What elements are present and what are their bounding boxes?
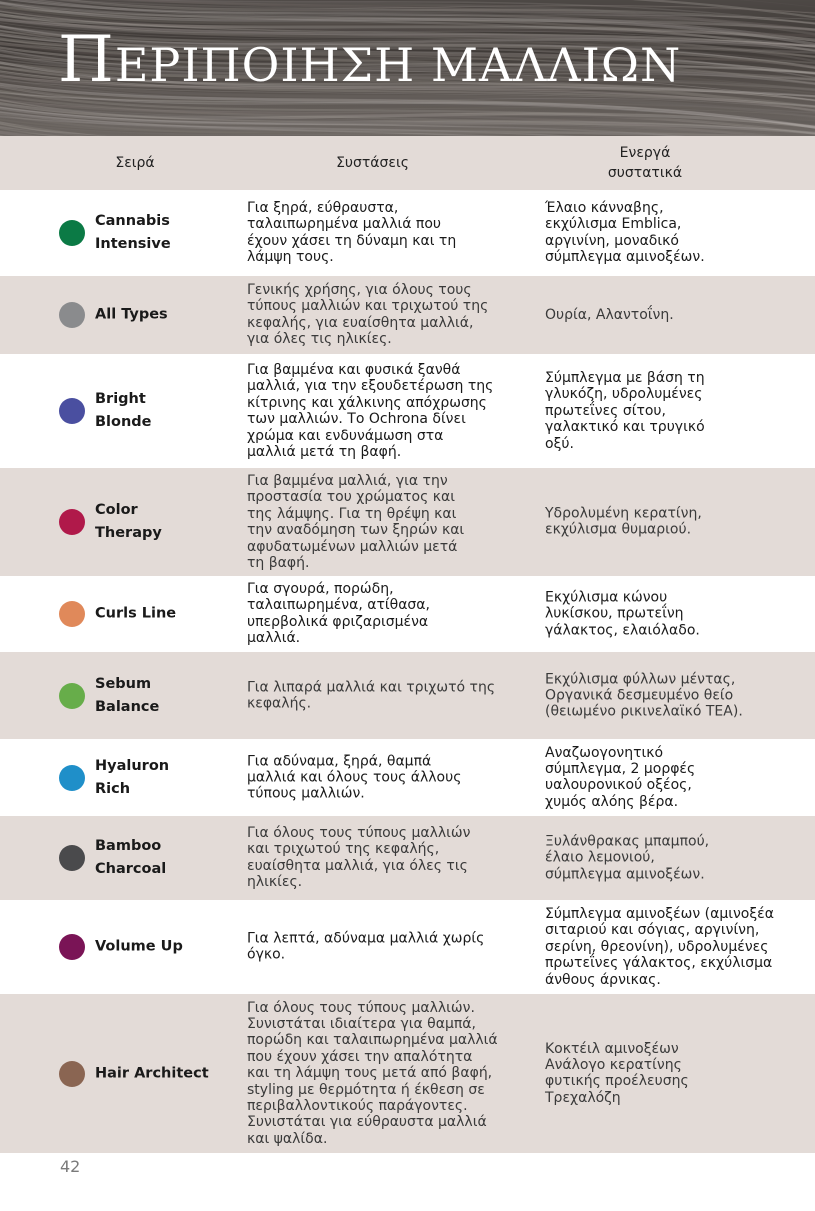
- title-initial: Π: [58, 23, 115, 97]
- product-table: [0, 190, 815, 1153]
- recommendation-text: Γενικής χρήσης, για όλους τους τύπους μαλλιών και τριχωτού της κεφαλής, για ευαίσθητα μαλλιά, για όλες τις ηλικίες.: [247, 282, 489, 348]
- series-name: Volume Up: [95, 938, 183, 955]
- table-row: [0, 276, 815, 354]
- series-name: Bamboo Charcoal: [95, 838, 167, 877]
- table-row: [0, 652, 815, 739]
- recommendation-text: Για όλους τους τύπους μαλλιών. Συνιστάται ιδιαίτερα για θαμπά, πορώδη και ταλαιπωρημένα μαλλιά που έχουν χάσει την απαλότητα και τη λάμψη τους μετά από βαφή, styling με θερμότητα ή έκθεση σε περιβαλλοντικούς παράγοντες. Συνιστάται για εύθραυστα μαλλιά και ψαλίδα.: [247, 999, 498, 1147]
- recommendation-text: Για όλους τους τύπους μαλλιών και τριχωτού της κεφαλής, ευαίσθητα μαλλιά, για όλες τις ηλικίες.: [247, 825, 471, 891]
- series-name: All Types: [95, 306, 168, 323]
- ingredients-text: Αναζωογονητικό σύμπλεγμα, 2 μορφές υαλουρονικού οξέος, χυμός αλόης βέρα.: [545, 744, 696, 810]
- series-name: Bright Blonde: [95, 391, 152, 430]
- header-series: Σειρά: [115, 155, 155, 171]
- series-name: Sebum Balance: [95, 675, 160, 715]
- header-active-ingredients: Ενεργά συστατικά: [607, 145, 683, 181]
- recommendation-text: Για βαμμένα και φυσικά ξανθά μαλλιά, για την εξουδετέρωση της κίτρινης και χάλκινης απόχρωσης των μαλλιών. Το Ochrona δίνει χρώμα και ενδυνάμωση στα μαλλιά μετά τη βαφή.: [247, 361, 494, 460]
- ingredients-text: Σύμπλεγμα αμινοξέων (αμινοξέα σιταριού και σόγιας, αργινίνη, σερίνη, θρεονίνη), υδρολυμένες πρωτεΐνες γάλακτος, εκχύλισμα άνθους άρνικας.: [545, 905, 774, 988]
- ingredients-text: Εκχύλισμα κώνου λυκίσκου, πρωτεΐνη γάλακτος, ελαιόλαδο.: [545, 589, 700, 639]
- header-banner: [0, 0, 815, 136]
- series-color-dot: [59, 683, 85, 709]
- table-row: [0, 994, 815, 1153]
- title-rest: ΕΡΙΠΟΙΗΣΗ ΜΑΛΛΙΩΝ: [114, 38, 682, 92]
- series-color-dot: [59, 220, 85, 246]
- table-row: [0, 354, 815, 468]
- recommendation-text: Για βαμμένα μαλλιά, για την προστασία του χρώματος και της λάμψης. Για τη θρέψη και την αναδόμηση των ξηρών και αφυδατωμένων μαλλιών μετά τη βαφή.: [247, 472, 465, 571]
- recommendation-text: Για λιπαρά μαλλιά και τριχωτό της κεφαλής.: [247, 679, 496, 712]
- table-row: [0, 576, 815, 652]
- header-recommendations: Συστάσεις: [336, 155, 409, 171]
- ingredients-text: Έλαιο κάνναβης, εκχύλισμα Emblica, αργινίνη, μοναδικό σύμπλεγμα αμινοξέων.: [545, 200, 705, 266]
- page-number: 42: [60, 1157, 81, 1176]
- table-header: [0, 136, 815, 190]
- series-color-dot: [59, 934, 85, 960]
- series-color-dot: [59, 302, 85, 328]
- series-name: Hair Architect: [95, 1065, 209, 1081]
- table-row: [0, 739, 815, 816]
- series-name: Hyaluron Rich: [95, 757, 170, 797]
- table-row: [0, 190, 815, 276]
- ingredients-text: Σύμπλεγμα με βάση τη γλυκόζη, υδρολυμένες πρωτεΐνες σίτου, γαλακτικό και τρυγικό οξύ.: [545, 369, 705, 452]
- series-name: Curls Line: [95, 605, 177, 622]
- series-name: Cannabis Intensive: [95, 213, 171, 252]
- series-color-dot: [59, 601, 85, 627]
- ingredients-text: Υδρολυμένη κερατίνη, εκχύλισμα θυμαριού.: [545, 505, 702, 538]
- ingredients-text: Εκχύλισμα φύλλων μέντας, Οργανικά δεσμευμένο θείο (θειωμένο ρικινελαϊκό TEA).: [545, 670, 743, 720]
- table-row: [0, 468, 815, 576]
- series-color-dot: [59, 398, 85, 424]
- recommendation-text: Για ξηρά, εύθραυστα, ταλαιπωρημένα μαλλιά που έχουν χάσει τη δύναμη και τη λάμψη τους.: [247, 200, 457, 266]
- ingredients-text: Κοκτέιλ αμινοξέων Ανάλογο κερατίνης φυτικής προέλευσης Τρεχαλόζη: [545, 1040, 689, 1106]
- series-color-dot: [59, 1061, 85, 1087]
- table-row: [0, 816, 815, 900]
- recommendation-text: Για λεπτά, αδύναμα μαλλιά χωρίς όγκο.: [247, 930, 485, 963]
- page-title: [58, 23, 682, 97]
- series-name: Color Therapy: [95, 502, 162, 541]
- ingredients-text: Ουρία, Αλαντοΐνη.: [545, 306, 674, 323]
- series-color-dot: [59, 845, 85, 871]
- series-color-dot: [59, 765, 85, 791]
- ingredients-text: Ξυλάνθρακας μπαμπού, έλαιο λεμονιού, σύμπλεγμα αμινοξέων.: [545, 833, 710, 883]
- series-color-dot: [59, 509, 85, 535]
- recommendation-text: Για σγουρά, πορώδη, ταλαιπωρημένα, ατίθασα, υπερβολικά φριζαρισμένα μαλλιά.: [247, 581, 430, 647]
- table-row: [0, 900, 815, 994]
- recommendation-text: Για αδύναμα, ξηρά, θαμπά μαλλιά και όλους τους άλλους τύπους μαλλιών.: [247, 752, 462, 802]
